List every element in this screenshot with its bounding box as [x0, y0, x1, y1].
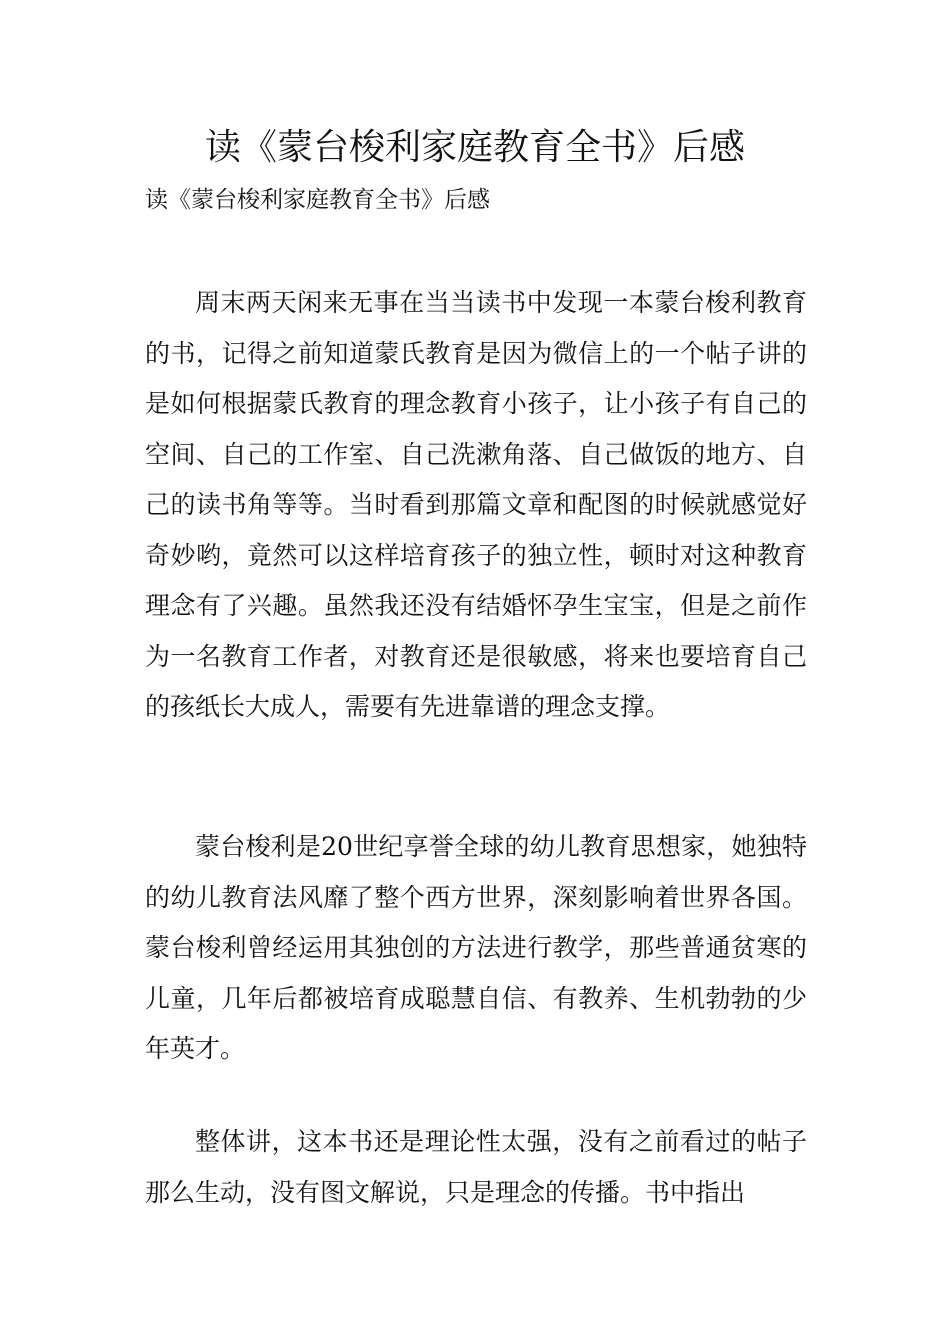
- paragraph-2: 蒙台梭利是20世纪享誉全球的幼儿教育思想家，她独特的幼儿教育法风靡了整个西方世界，深刻影响着世界各国。蒙台梭利曾经运用其独创的方法进行教学，那些普通贫寒的儿童，几年后都被培育成聪慧自信、有教养、生机勃勃的少年英才。: [145, 832, 807, 1063]
- document-subtitle: 读《蒙台梭利家庭教育全书》后感: [145, 187, 490, 213]
- document-title: 读《蒙台梭利家庭教育全书》后感: [204, 127, 745, 168]
- paragraph-1: 周末两天闲来无事在当当读书中发现一本蒙台梭利教育的书，记得之前知道蒙氏教育是因为微信上的一个帖子讲的是如何根据蒙氏教育的理念教育小孩子，让小孩子有自己的空间、自己的工作室、自己洗漱角落、自己做饭的地方、自己的读书角等等。当时看到那篇文章和配图的时候就感觉好奇妙哟，竟然可以这样培育孩子的独立性，顿时对这种教育理念有了兴趣。虽然我还没有结婚怀孕生宝宝，但是之前作为一名教育工作者，对教育还是很敏感，将来也要培育自己的孩纸长大成人，需要有先进靠谱的理念支撑。: [145, 288, 807, 721]
- paragraph-3: 整体讲，这本书还是理论性太强，没有之前看过的帖子那么生动，没有图文解说，只是理念的传播。书中指出: [145, 1127, 807, 1207]
